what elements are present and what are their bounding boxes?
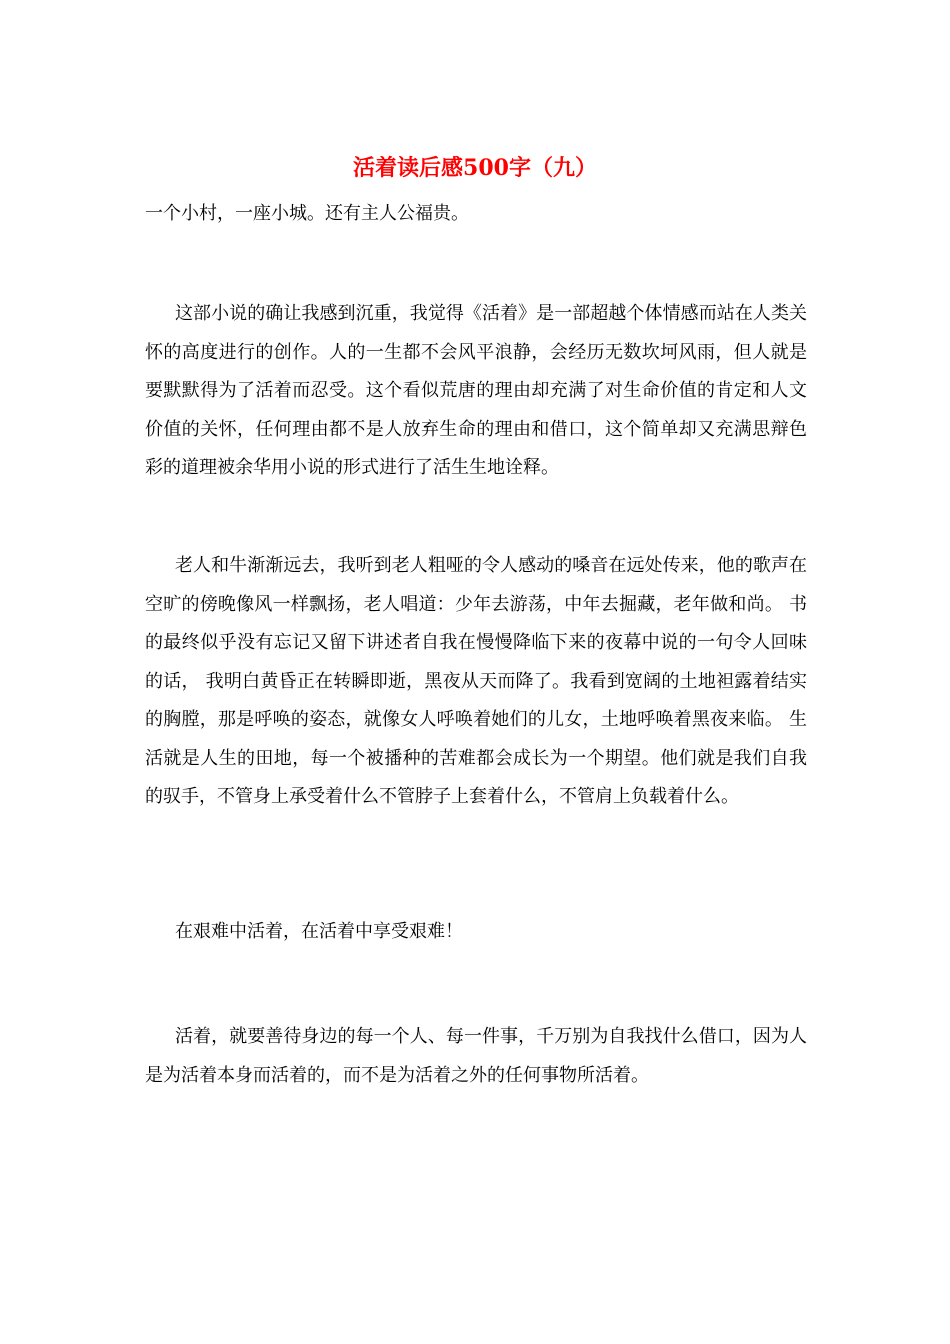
document-title: 活着读后感500字（九） <box>353 155 597 181</box>
paragraph-ending-scene: 老人和牛渐渐远去，我听到老人粗哑的令人感动的嗓音在远处传来，他的歌声在空旷的傍晚像风一样飘扬，老人唱道：少年去游荡，中年去掘藏，老年做和尚。 书的最终似乎没有忘记又留下讲述者自我在慢慢降临下来的夜幕中说的一句令人回味的话， 我明白黄昏正在转瞬即逝，黑夜从天而降了。我看到宽阔的土地袒露着结实的胸膛，那是呼唤的姿态，就像女人呼唤着她们的儿女，土地呼唤着黑夜来临。 生活就是人生的田地，每一个被播种的苦难都会成长为一个期望。他们就是我们自我的驭手，不管身上承受着什么不管脖子上套着什么，不管肩上负载着什么。 <box>145 555 807 807</box>
paragraph-conclusion: 活着，就要善待身边的每一个人、每一件事，千万别为自我找什么借口，因为人是为活着本身而活着的，而不是为活着之外的任何事物所活着。 <box>145 1026 807 1086</box>
paragraph-intro: 一个小村，一座小城。还有主人公福贵。 <box>145 203 469 224</box>
paragraph-motto: 在艰难中活着，在活着中享受艰难！ <box>175 921 463 942</box>
paragraph-reflection: 这部小说的确让我感到沉重，我觉得《活着》是一部超越个体情感而站在人类关怀的高度进行的创作。人的一生都不会风平浪静，会经历无数坎坷风雨，但人就是要默默得为了活着而忍受。这个看似荒唐的理由却充满了对生命价值的肯定和人文价值的关怀，任何理由都不是人放弃生命的理由和借口，这个简单却又充满思辩色彩的道理被余华用小说的形式进行了活生生地诠释。 <box>145 303 807 478</box>
